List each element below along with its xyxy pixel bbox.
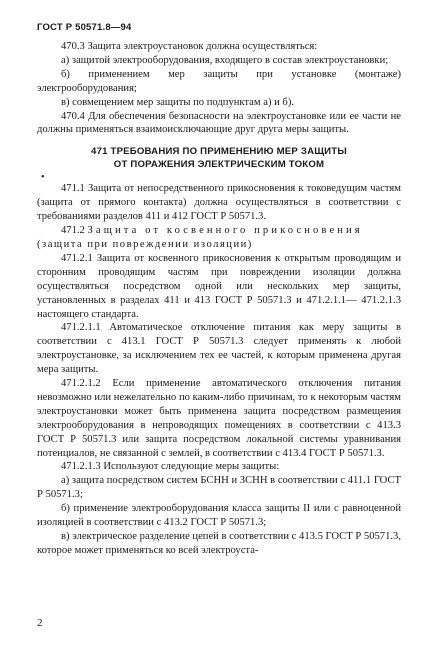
subsection-heading-471-2 (37, 224, 401, 238)
paragraph-470-4: 470.4 Для обеспечения безопасности на электроустановке или ее части не должны применяться взаимоисключающие друг друга меры защиты. (37, 110, 401, 136)
list-item-470-3-b: б) применением мер защиты при установке (монтаже) электрооборудования; (37, 68, 401, 94)
subsection-number: 471.2 (61, 225, 85, 237)
paragraph-471-2-1-3: 471.2.1.3 Используют следующие меры защиты: (61, 461, 280, 473)
body-text (37, 40, 401, 558)
list-item-471-2-1-3-b: б) применение электрооборудования класса защиты II или с равноценной изоляцией в соответствии с 413.2 ГОСТ Р 50571.3; (37, 503, 401, 529)
section-title-line-1: 471 ТРЕБОВАНИЯ ПО ПРИМЕНЕНИЮ МЕР ЗАЩИТЫ (91, 146, 347, 158)
subsection-title: Защита от косвенного прикосновения (87, 225, 363, 237)
paragraph-470-3: 470.3 Защита электроустановок должна осуществляться: (61, 41, 318, 52)
paragraph-471-1: 471.1 Защита от непосредственного прикосновения к токоведущим частям (защита от прямого контакта) должна осуществляться в соответствии с требованиями разделов 411 и 412 ГОСТ Р 50571.3. (37, 183, 401, 223)
list-item-471-2-1-3-a: а) защита посредством систем БСНН и ЗСНН в соответствии с 411.1 ГОСТ Р 50571.3; (37, 475, 401, 501)
running-header: ГОСТ Р 50571.8—94 (37, 22, 132, 33)
list-item-470-3-c: в) совмещением мер защиты по подпунктам а) и б). (61, 96, 295, 108)
stray-mark: • (41, 172, 45, 184)
section-title-line-2: ОТ ПОРАЖЕНИЯ ЭЛЕКТРИЧЕСКИМ ТОКОМ (113, 158, 325, 170)
paragraph-471-2-1: 471.2.1 Защита от косвенного прикосновения к открытым проводящим и сторонним проводящим частям при повреждении изоляции должна осуществляться посредством одной или нескольких мер защиты, установленных в разделах 411 и 413 ГОСТ Р 50571.3 и 471.2.1.1— 471.2.1.3 настоящего стандарта. (37, 252, 401, 320)
subsection-subtitle: (защита при повреждении изоляции) (37, 238, 253, 250)
list-item-471-2-1-3-c: в) электрическое разделение цепей в соответствии с 413.5 ГОСТ Р 50571.3, которое может применяться ко всей электроуста- (37, 531, 401, 556)
paragraph-471-2-1-1: 471.2.1.1 Автоматическое отключение питания как меру защиты в соответствии с 413.1 ГОСТ Р 50571.3 следует применять к любой электроустановке, за исключением тех ее частей, к которым применена другая мера защиты. (37, 322, 401, 376)
paragraph-471-2-1-2: 471.2.1.2 Если применение автоматического отключения питания невозможно или нежелательно по каким-либо причинам, то к некоторым частям электроустановки может быть применена защита посредством размещения электрооборудования в непроводящих помещениях в соответствии с 413.3 ГОСТ Р 50571.3 или защита посредством локальной системы уравнивания потенциалов, не связанной с землей, в соответствии с 413.4 ГОСТ Р 50571.3. (37, 378, 401, 459)
page-number: 2 (37, 617, 43, 629)
list-item-470-3-a: а) защитой электрооборудования, входящего в состав электроустановки; (61, 54, 389, 66)
section-title (37, 146, 401, 171)
